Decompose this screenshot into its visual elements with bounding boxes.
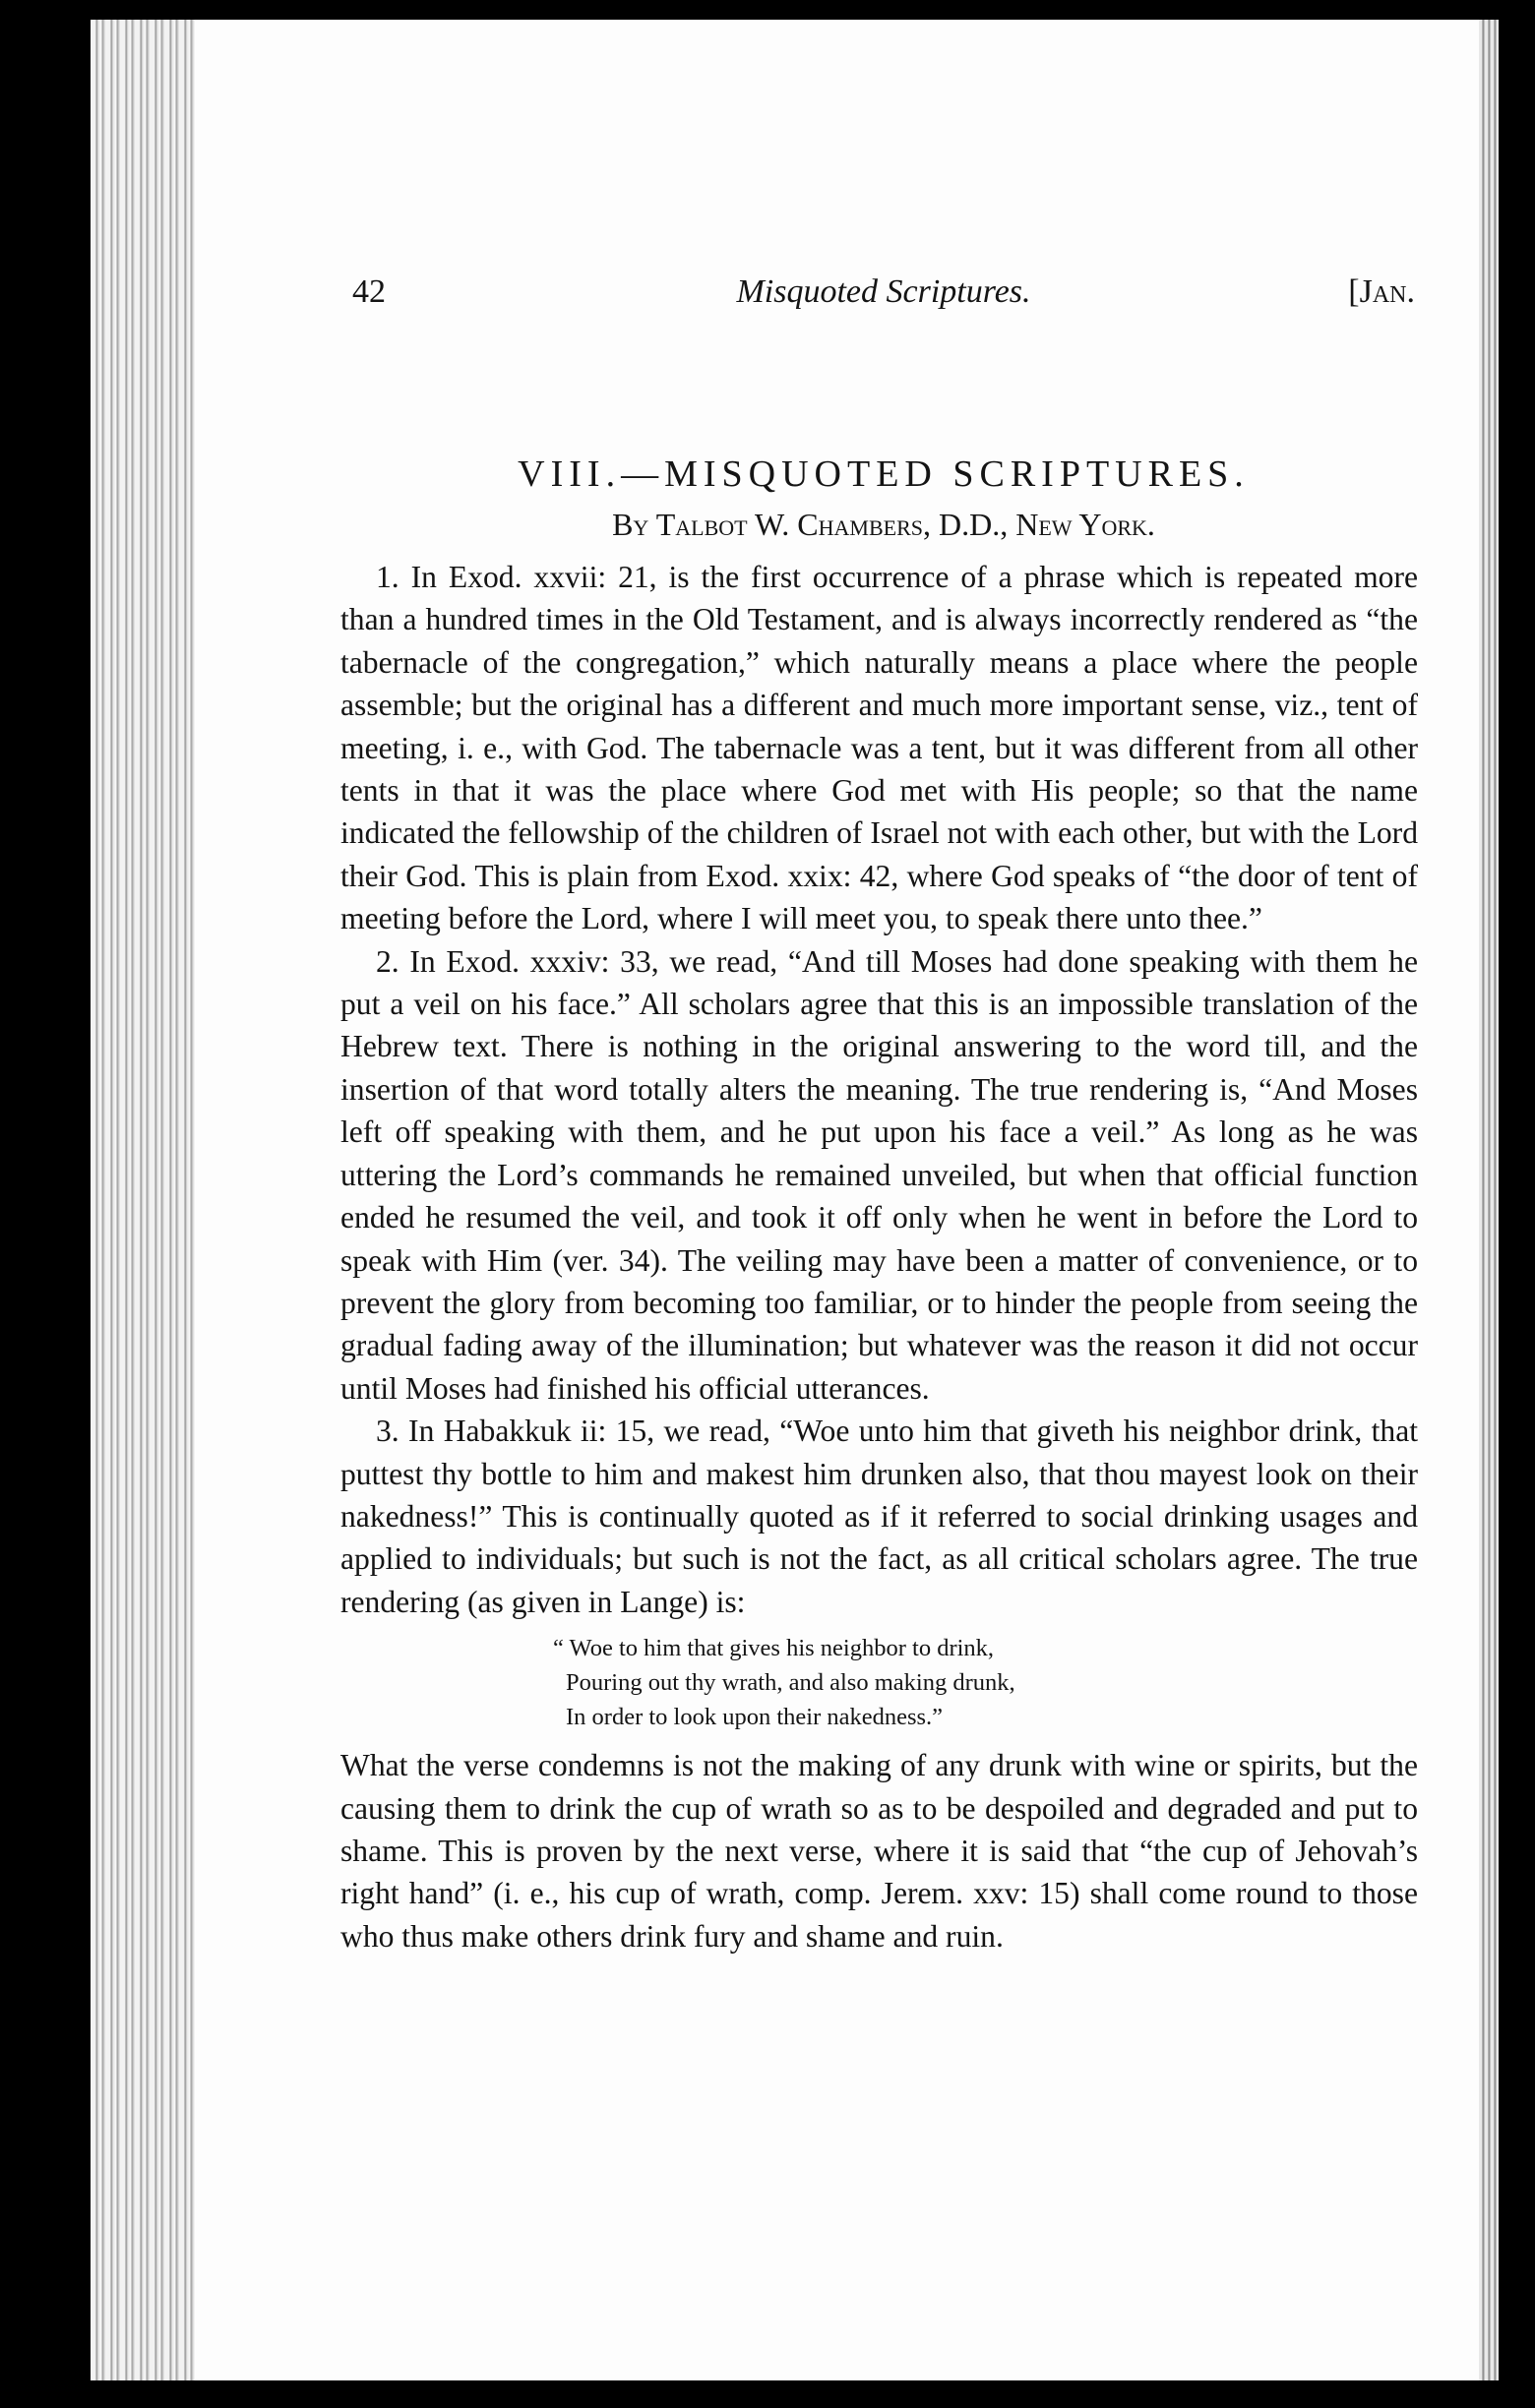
article-heading: VIII.—MISQUOTED SCRIPTURES. — [518, 453, 1250, 495]
running-month: [Jan. — [1348, 273, 1415, 310]
paragraph-1: 1. In Exod. xxvii: 21, is the first occurrence of a phrase which is repeated more than a hundred times in the Old Testament, and is always incorrectly rendered as “the tabernacle of the congregation,” which naturally means a place where the people assemble; but the original has a different and much more important sense, viz., tent of meeting, i. e., with God. The tabernacle was a tent, but it was different from all other tents in that it was the place where God met with His people; so that the name indicated the fellowship of the children of Israel not with each other, but with the Lord their God. This is plain from Exod. xxix: 42, where God speaks of “the door of tent of meeting before the Lord, where I will meet you, to speak there unto thee.” — [340, 560, 1418, 936]
book-page — [195, 20, 1479, 2380]
paragraph-3: 3. In Habakkuk ii: 15, we read, “Woe unto him that giveth his neighbor drink, that puttest thy bottle to him and makest him drunken also, that thou mayest look on their nakedness!” This is continually quoted as if it referred to social drinking usages and applied to individuals; but such is not the fact, as all critical scholars agree. The true rendering (as given in Lange) is: — [340, 1414, 1418, 1619]
running-title: Misquoted Scriptures. — [736, 273, 1031, 310]
quote-line-1: “ Woe to him that gives his neighbor to drink, — [553, 1635, 995, 1662]
article-body — [340, 556, 1418, 1957]
running-head — [352, 273, 1415, 313]
closing-paragraph: What the verse condemns is not the making of any drunk with wine or spirits, but the causing them to drink the cup of wrath so as to be despoiled and degraded and put to shame. This is proven by the next verse, where it is said that “the cup of Jehovah’s right hand” (i. e., his cup of wrath, comp. Jerem. xxv: 15) shall come round to those who thus make others drink fury and shame and ruin. — [340, 1748, 1418, 1954]
block-quote — [553, 1631, 1418, 1734]
quote-line-2: Pouring out thy wrath, and also making drunk, — [566, 1669, 1015, 1697]
article-byline: By Talbot W. Chambers, D.D., New York. — [612, 507, 1155, 542]
book-page-edges — [91, 20, 199, 2380]
quote-line-3: In order to look upon their nakedness.” — [566, 1704, 944, 1731]
paragraph-2: 2. In Exod. xxxiv: 33, we read, “And till Moses had done speaking with them he put a veil on his face.” All scholars agree that this is an impossible translation of the Hebrew text. There is nothing in the original answering to the word till, and the insertion of that word totally alters the meaning. The true rendering is, “And Moses left off speaking with them, and he put upon his face a veil.” As long as he was uttering the Lord’s commands he remained unveiled, but when that official function ended he resumed the veil, and took it off only when he went in before the Lord to speak with Him (ver. 34). The veiling may have been a matter of convenience, or to prevent the glory from becoming too familiar, or to hinder the people from seeing the gradual fading away of the illumination; but whatever was the reason it did not occur until Moses had finished his official utterances. — [340, 943, 1418, 1406]
page-number: 42 — [352, 273, 386, 310]
book-right-edge — [1479, 20, 1499, 2380]
